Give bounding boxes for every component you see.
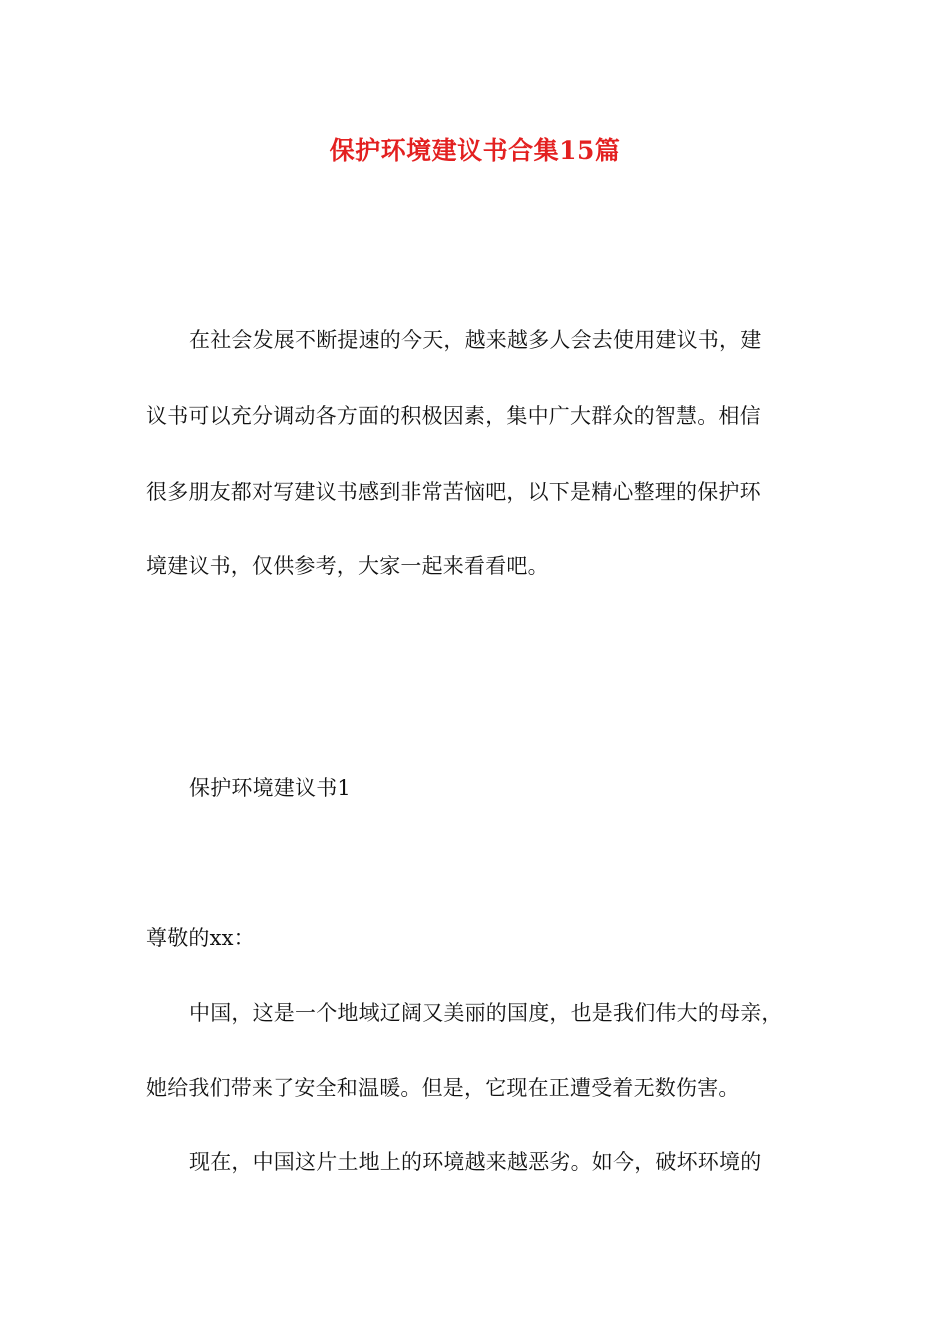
document-title: 保护环境建议书合集15篇 <box>329 136 621 165</box>
salutation: 尊敬的xx： <box>146 926 255 950</box>
intro-line-4: 境建议书，仅供参考，大家一起来看看吧。 <box>146 554 549 578</box>
body-line-1: 中国，这是一个地域辽阔又美丽的国度，也是我们伟大的母亲， <box>189 1001 783 1025</box>
body-line-2: 她给我们带来了安全和温暖。但是，它现在正遭受着无数伤害。 <box>146 1076 740 1100</box>
body-line-3: 现在，中国这片土地上的环境越来越恶劣。如今，破坏环境的 <box>189 1150 762 1174</box>
intro-line-2: 议书可以充分调动各方面的积极因素，集中广大群众的智慧。相信 <box>146 404 761 428</box>
intro-line-1: 在社会发展不断提速的今天，越来越多人会去使用建议书，建 <box>189 328 762 352</box>
section-heading: 保护环境建议书1 <box>189 776 351 800</box>
intro-line-3: 很多朋友都对写建议书感到非常苦恼吧，以下是精心整理的保护环 <box>146 480 761 504</box>
